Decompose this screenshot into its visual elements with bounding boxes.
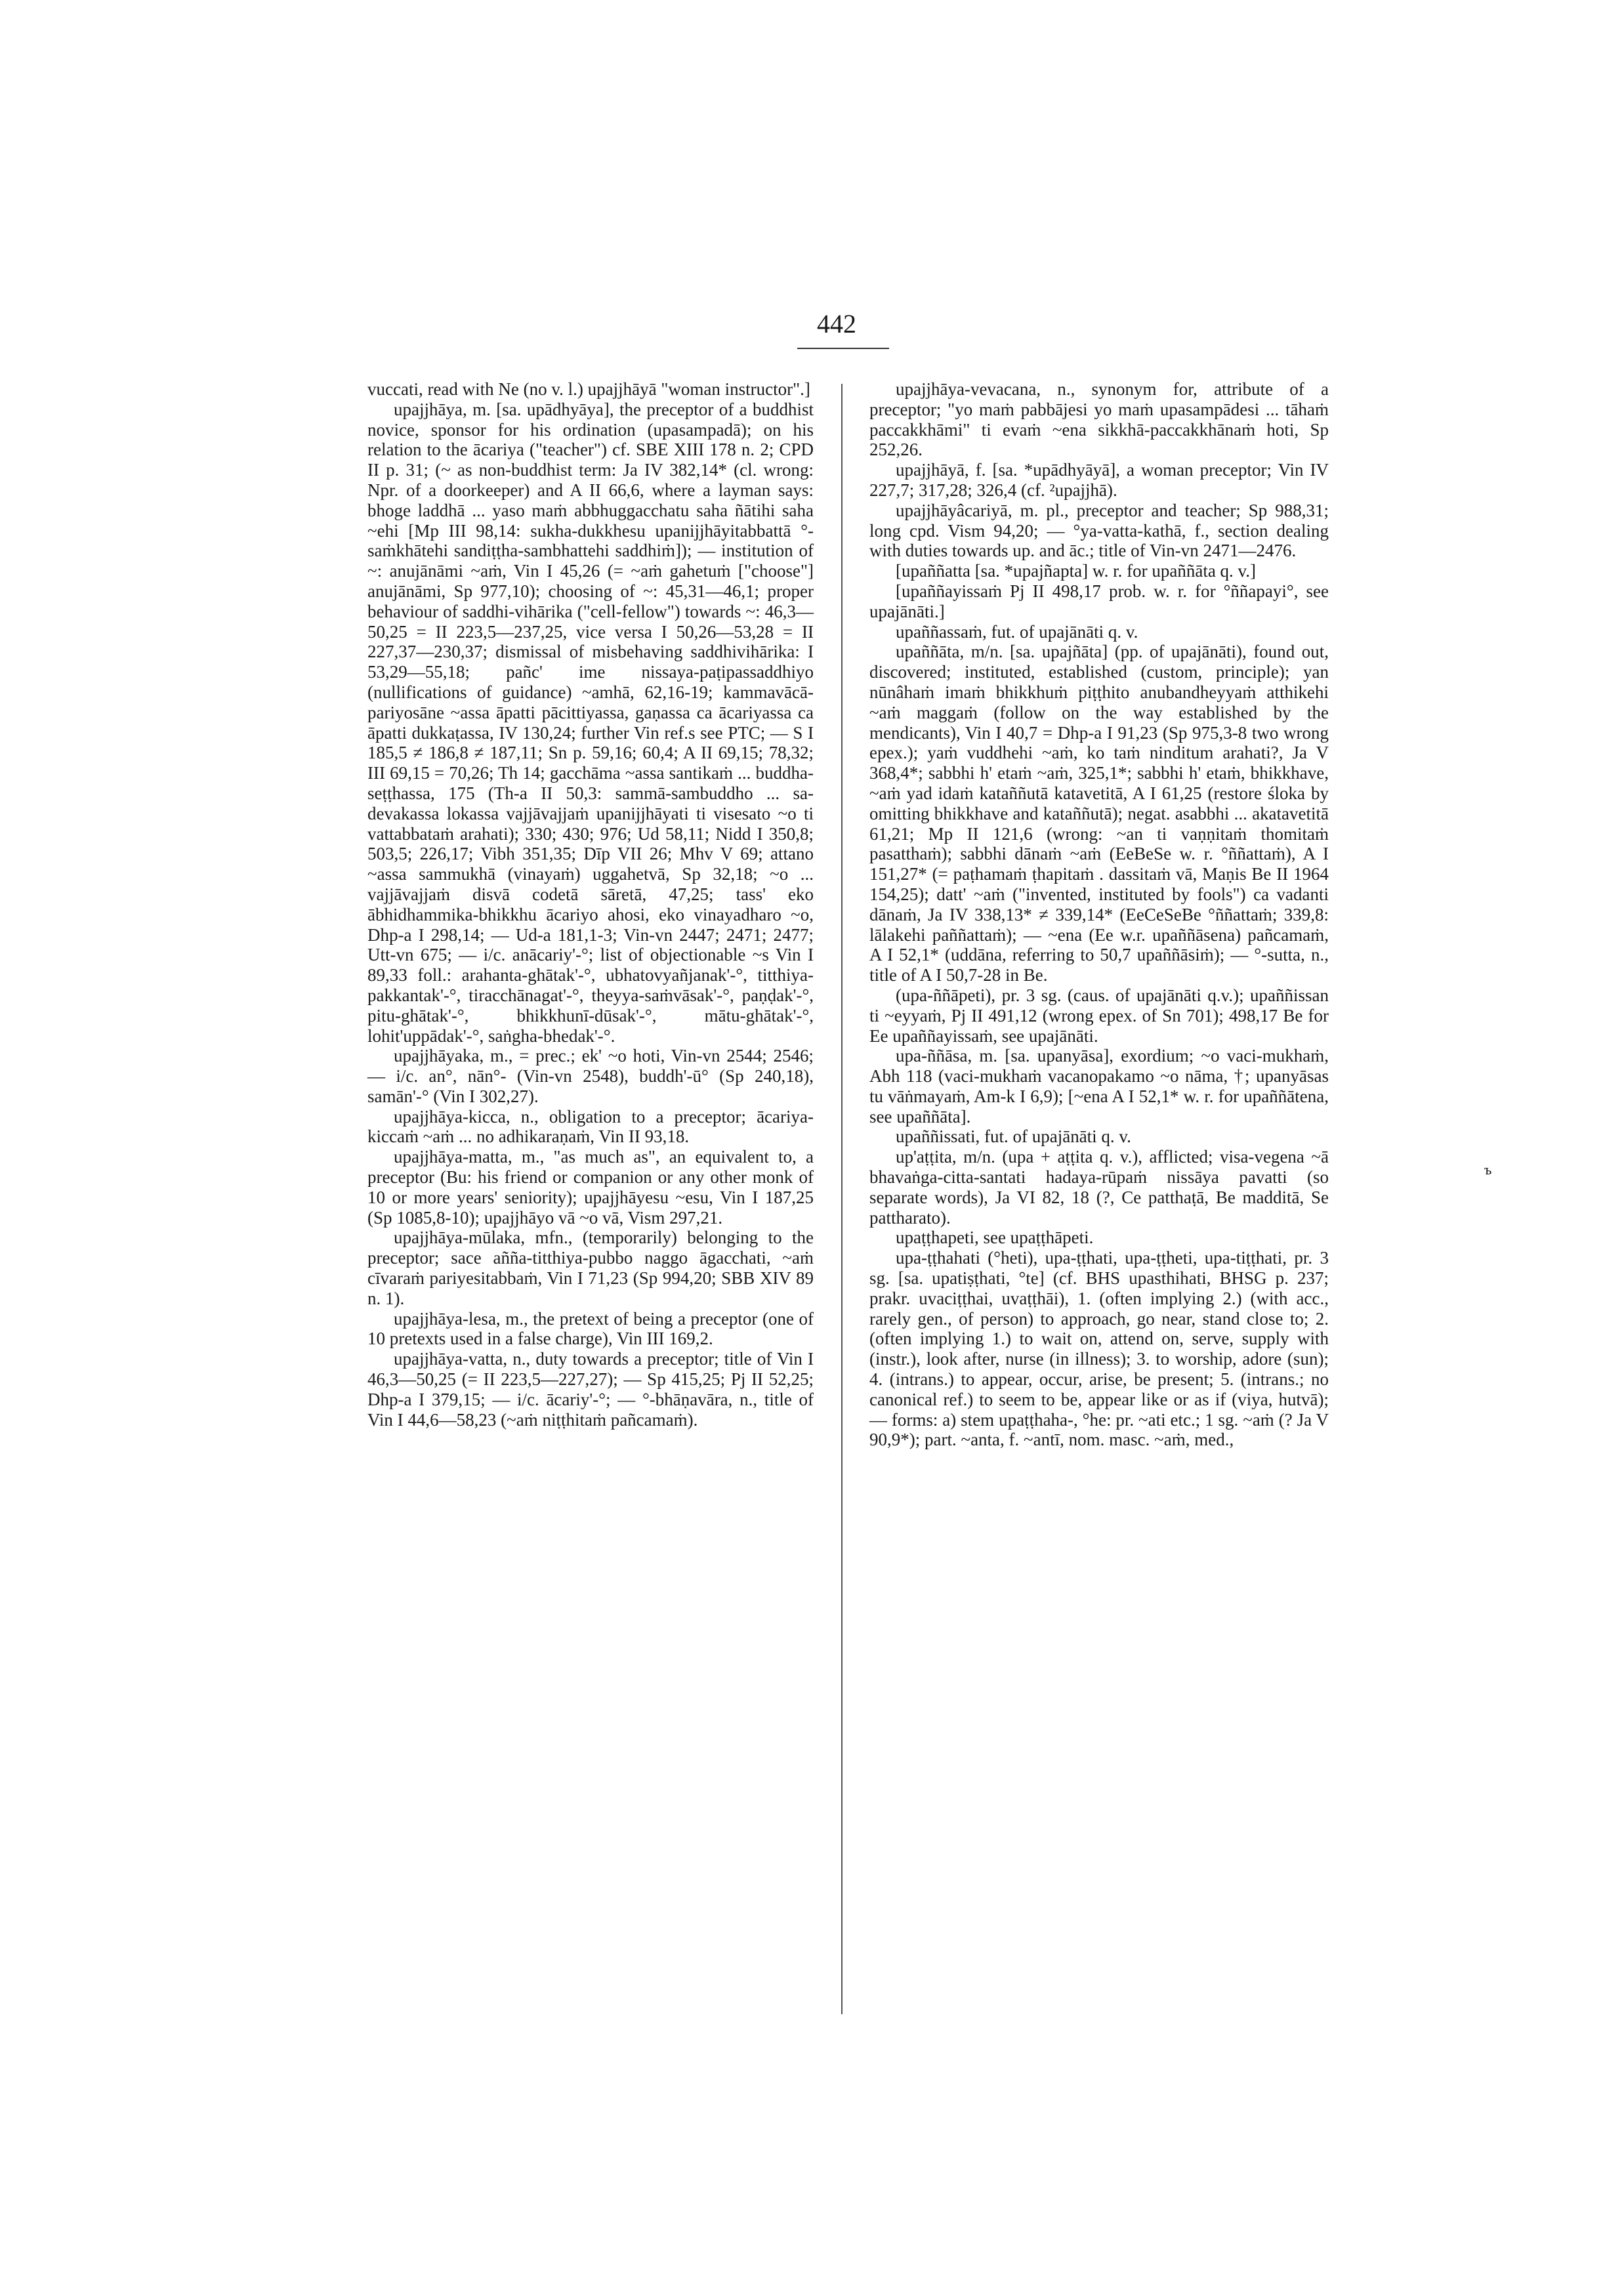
page-number-rule <box>797 348 889 349</box>
entry-upannayissam: [upaññayissaṁ Pj II 498,17 prob. w. r. for °ññapayi°, see upajānāti.] <box>869 581 1329 621</box>
entry-upajjhaya-mulaka: upajjhāya-mūlaka, mfn., (temporarily) belonging to the preceptor; sace añña-titthiya-pubbo naggo āgacchati, ~aṁ cīvaraṁ pariyesitabbaṁ, Vin I 71,23 (Sp 994,20; SBB XIV 89 n. 1). <box>367 1228 814 1308</box>
entry-upajjhaya-vatta: upajjhāya-vatta, n., duty towards a preceptor; title of Vin I 46,3—50,25 (= II 223,5—227,27); — Sp 415,25; Pj II 52,25; Dhp-a I 379,15; — i/c. ācariy'-°; — °-bhāṇavāra, n., title of Vin I 44,6—58,23 (~aṁ niṭṭhitaṁ pañcamaṁ). <box>367 1349 814 1430</box>
entry-continuation: vuccati, read with Ne (no v. l.) upajjhāyā "woman instructor".] <box>367 379 810 399</box>
entry-upajjhaya-kicca: upajjhāya-kicca, n., obligation to a preceptor; ācariya-kiccaṁ ~aṁ ... no adhikaraṇaṁ, Vin II 93,18. <box>367 1106 814 1147</box>
entry-upa-nnapeti: (upa-ññāpeti), pr. 3 sg. (caus. of upajānāti q.v.); upaññissan ti ~eyyaṁ, Pj II 491,12 (wrong epex. of Sn 701); 498,17 Be for Ee upaññayissaṁ, see upajānāti. <box>869 985 1329 1046</box>
entry-upajjhayaka: upajjhāyaka, m., = prec.; ek' ~o hoti, Vin-vn 2544; 2546; — i/c. an°, nān°- (Vin-vn 2548), buddh'-ū° (Sp 240,18), samān'-° (Vin I 302,27). <box>367 1046 814 1106</box>
entry-upa-nnasa: upa-ññāsa, m. [sa. upanyāsa], exordium; ~o vaci-mukhaṁ, Abh 118 (vaci-mukhaṁ vacanopakamo ~o nāma, †; upanyāsas tu vāṅmayaṁ, Am-k I 6,9); [~ena A I 52,1* w. r. for upaññātena, see upaññāta]. <box>869 1046 1329 1127</box>
margin-mark: ъ <box>1484 1161 1492 1178</box>
right-column <box>869 379 1329 1450</box>
entry-upatthapeti: upaṭṭhapeti, see upaṭṭhāpeti. <box>896 1228 1094 1248</box>
entry-up-attita: up'aṭṭita, m/n. (upa + aṭṭita q. v.), afflicted; visa-vegena ~ā bhavaṅga-citta-santati hadaya-rūpaṁ nissāya pavatti (so separate words), Ja VI 82, 18 (?, Ce patthaṭā, Be madditā, Se pattharato). <box>869 1147 1329 1228</box>
entry-upajjhayacariya: upajjhāyâcariyā, m. pl., preceptor and teacher; Sp 988,31; long cpd. Vism 94,20; — °ya-vatta-kathā, f., section dealing with duties towards up. and āc.; title of Vin-vn 2471—2476. <box>869 500 1329 561</box>
entry-upannissati: upaññissati, fut. of upajānāti q. v. <box>896 1127 1131 1147</box>
entry-upannassam: upaññassaṁ, fut. of upajānāti q. v. <box>896 621 1138 642</box>
entry-upajjhaya-lesa: upajjhāya-lesa, m., the pretext of being a preceptor (one of 10 pretexts used in a false charge), Vin III 169,2. <box>367 1308 814 1349</box>
column-divider <box>841 384 843 2014</box>
entry-upajjhaya: upajjhāya, m. [sa. upādhyāya], the preceptor of a buddhist novice, sponsor for his ordination (upasampadā); on his relation to the ācariya ("teacher") cf. SBE XIII 178 n. 2; CPD II p. 31; (~ as non-buddhist term: Ja IV 382,14* (cl. wrong: Npr. of a doorkeeper) and A II 66,6, where a layman says: bhoge laddhā ... yaso maṁ abbhuggacchatu saha ñātihi saha ~ehi [Mp III 98,14: sukha-dukkhesu upanijjhāyitabbattā °-saṁkhātehi sandiṭṭha-sambhattehi saddhiṁ]); — institution of ~: anujānāmi ~aṁ, Vin I 45,26 (= ~aṁ gahetuṁ ["choose"] anujānāmi, Sp 977,10); choosing of ~: 45,31—46,1; proper behaviour of saddhi-vihārika ("cell-fellow") towards ~: 46,3—50,25 = II 223,5—237,25, vice versa I 50,26—53,28 = II 227,37—230,37; dismissal of misbehaving saddhivihārika: I 53,29—55,18; pañc' ime nissaya-paṭipassaddhiyo (nullifications of guidance) ~amhā, 62,16-19; kammavācā-pariyosāne ~assa āpatti pācittiyassa, gaṇassa ca ācariyassa ca āpatti dukkaṭassa, IV 130,24; further Vin ref.s see PTC; — S I 185,5 ≠ 186,8 ≠ 187,11; Sn p. 59,16; 60,4; A II 69,15; 78,32; III 69,15 = 70,26; Th 14; gacchāma ~assa santikaṁ ... buddha-seṭṭhassa, 175 (Th-a II 50,3: sammā-sambuddho ... sa-devakassa lokassa vajjāvajjaṁ upanijjhāyati ti visesato ~o ti vattabbataṁ arahati); 330; 430; 976; Ud 58,11; Nidd I 350,8; 503,5; 226,17; Vibh 351,35; Dīp VII 26; Mhv V 69; attano ~assa sammukhā (vinayaṁ) uggahetvā, Sp 32,18; ~o ... vajjāvajjaṁ disvā codetā sāretā, 47,25; tass' eko ābhidhammika-bhikkhu ācariyo ahosi, eko vinayadharo ~o, Dhp-a I 298,14; — Ud-a 181,1-3; Vin-vn 2447; 2471; 2477; Utt-vn 675; — i/c. anācariy'-°; list of objectionable ~s Vin I 89,33 foll.: arahanta-ghātak'-°, ubhatovyañjanak'-°, titthiya-pakkantak'-°, tiracchānagat'-°, theyya-saṁvāsak'-°, paṇḍak'-°, pitu-ghātak'-°, bhikkhunī-dūsak'-°, mātu-ghātak'-°, lohit'uppādak'-°, saṅgha-bhedak'-°. <box>367 399 814 1046</box>
page-number: 442 <box>817 309 856 339</box>
entry-upajjhaya-f: upajjhāyā, f. [sa. *upādhyāyā], a woman preceptor; Vin IV 227,7; 317,28; 326,4 (cf. ²upajjhā). <box>869 460 1329 500</box>
left-column <box>367 379 814 1430</box>
entry-upannata: upaññāta, m/n. [sa. upajñāta] (pp. of upajānāti), found out, discovered; instituted, established (custom, principle); yan nūnâhaṁ imaṁ bhikkhuṁ piṭṭhito anubandheyyaṁ atthikehi ~aṁ maggaṁ (follow on the way established by the mendicants), Vin I 40,7 = Dhp-a I 91,23 (Sp 975,3-8 two wrong epex.); yaṁ vuddhehi ~aṁ, ko taṁ ninditum arahati?, Ja V 368,4*; sabbhi h' etaṁ ~aṁ, 325,1*; sabbhi h' etaṁ, bhikkhave, ~aṁ yad idaṁ kataññutā katavetitā, A I 61,25 (restore śloka by omitting bhikkhave and kataññutā); negat. asabbhi ... akatavetitā 61,21; Mp II 121,6 (wrong: ~an ti vaṇṇitaṁ thomitaṁ pasatthaṁ); sabbhi dānaṁ ~aṁ (EeBeSe w. r. °ññattaṁ), A I 151,27* (= paṭhamaṁ ṭhapitaṁ . dassitaṁ vā, Maṇis Be II 1964 154,25); datt' ~aṁ ("invented, instituted by fools") ca vadanti dānaṁ, Ja IV 338,13* ≠ 339,14* (EeCeSeBe °ññattaṁ; 339,8: lālakehi paññattaṁ); — ~ena (Ee w.r. upaññāsena) pañcamaṁ, A I 52,1* (uddāna, referring to 50,7 upaññāsiṁ); — °-sutta, n., title of A I 50,7-28 in Be. <box>869 642 1329 985</box>
entry-upa-tthahati: upa-ṭṭhahati (°heti), upa-ṭṭhati, upa-ṭṭheti, upa-tiṭṭhati, pr. 3 sg. [sa. upatiṣṭhati, °te] (cf. BHS upasthihati, BHSG p. 237; prakr. uvaciṭṭhai, uvaṭṭhāi), 1. (often implying 2.) (with acc., rarely gen., of person) to approach, go near, stand close to; 2. (often implying 1.) to wait on, attend on, serve, supply with (instr.), look after, nurse (in illness); 3. to worship, adore (sun); 4. (intrans.) to appear, occur, arise, be present; 5. (intrans.; no canonical ref.) to seem to be, appear like or as if (viya, hutvā); — forms: a) stem upaṭṭhaha-, °he: pr. ~ati etc.; 1 sg. ~aṁ (? Ja V 90,9*); part. ~anta, f. ~antī, nom. masc. ~aṁ, med., <box>869 1248 1329 1450</box>
entry-upannatta: [upaññatta [sa. *upajñapta] w. r. for upaññāta q. v.] <box>896 561 1257 581</box>
entry-upajjhaya-matta: upajjhāya-matta, m., "as much as", an equivalent to, a preceptor (Bu: his friend or companion or any other monk of 10 or more years' seniority); upajjhāyesu ~esu, Vin I 187,25 (Sp 1085,8-10); upajjhāyo vā ~o vā, Vism 297,21. <box>367 1147 814 1228</box>
entry-upajjhaya-vevacana: upajjhāya-vevacana, n., synonym for, attribute of a preceptor; "yo maṁ pabbājesi yo maṁ upasampādesi ... tāhaṁ paccakkhāmi" ti evaṁ ~ena sikkhā-paccakkhānaṁ hoti, Sp 252,26. <box>869 379 1329 460</box>
